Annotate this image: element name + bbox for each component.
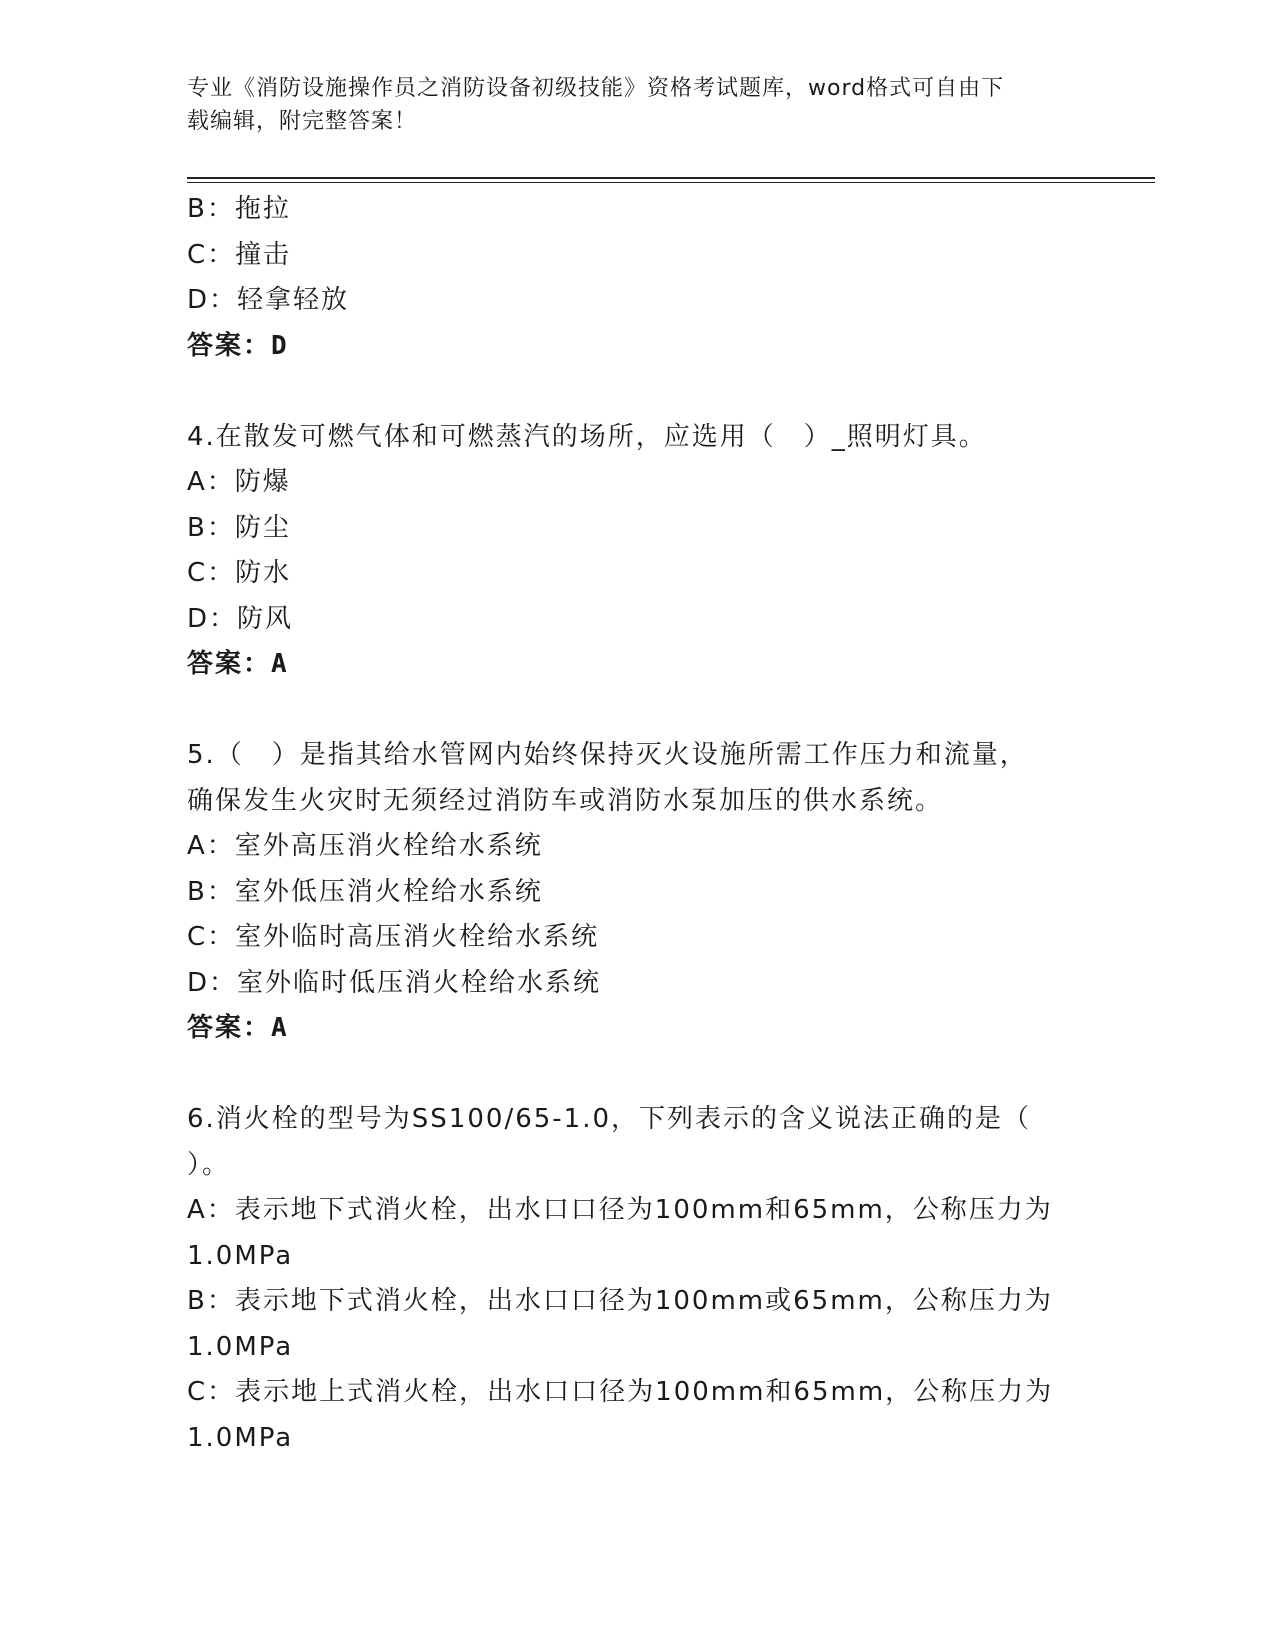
q3-answer: 答案：D bbox=[187, 330, 289, 361]
q5-option-c: C：室外临时高压消火栓给水系统 bbox=[187, 922, 600, 952]
q4-option-a: A：防爆 bbox=[187, 467, 291, 497]
q4-option-c: C：防水 bbox=[187, 558, 292, 588]
q3-option-b: B：拖拉 bbox=[187, 194, 291, 224]
q6-option-a-line-2: 1.0MPa bbox=[187, 1240, 294, 1271]
header-divider-thick bbox=[187, 177, 1155, 179]
q4-answer: 答案：A bbox=[187, 649, 289, 679]
page-header bbox=[187, 72, 1067, 138]
q5-option-d: D：室外临时低压消火栓给水系统 bbox=[187, 967, 602, 998]
q3-option-d: D：轻拿轻放 bbox=[187, 285, 350, 315]
header-line-1: 专业《消防设施操作员之消防设备初级技能》资格考试题库，word格式可自由下 bbox=[187, 76, 1005, 101]
spacer bbox=[187, 1052, 1087, 1098]
q5-option-a: A：室外高压消火栓给水系统 bbox=[187, 831, 543, 861]
q6-option-c-line-1: C：表示地上式消火栓，出水口口径为100mm和65mm，公称压力为 bbox=[187, 1377, 1054, 1407]
q5-question-line-1: 5.（ ）是指其给水管网内始终保持灭火设施所需工作压力和流量， bbox=[187, 740, 1028, 770]
question-content bbox=[187, 187, 1087, 1461]
q4-option-b: B：防尘 bbox=[187, 512, 291, 543]
q6-question-line-2: ）。 bbox=[187, 1149, 231, 1180]
q6-question-line-1: 6.消火栓的型号为SS100/65-1.0，下列表示的含义说法正确的是（ bbox=[187, 1104, 1032, 1134]
q4-question: 4.在散发可燃气体和可燃蒸汽的场所，应选用（ ）_照明灯具。 bbox=[187, 421, 987, 452]
q6-option-a-line-1: A：表示地下式消火栓，出水口口径为100mm和65mm，公称压力为 bbox=[187, 1195, 1053, 1225]
q6-option-c-line-2: 1.0MPa bbox=[187, 1422, 294, 1453]
q6-option-b-line-2: 1.0MPa bbox=[187, 1331, 294, 1362]
q6-option-b-line-1: B：表示地下式消火栓，出水口口径为100mm或65mm，公称压力为 bbox=[187, 1286, 1053, 1316]
q3-option-c: C：撞击 bbox=[187, 239, 292, 270]
q5-answer: 答案：A bbox=[187, 1013, 289, 1043]
q5-option-b: B：室外低压消火栓给水系统 bbox=[187, 876, 543, 907]
header-divider-thin bbox=[187, 182, 1155, 183]
header-line-2: 载编辑，附完整答案！ bbox=[187, 109, 418, 134]
q5-question-line-2: 确保发生火灾时无须经过消防车或消防水泵加压的供水系统。 bbox=[187, 785, 944, 816]
spacer bbox=[187, 688, 1087, 734]
q4-option-d: D：防风 bbox=[187, 603, 294, 634]
spacer bbox=[187, 369, 1087, 415]
